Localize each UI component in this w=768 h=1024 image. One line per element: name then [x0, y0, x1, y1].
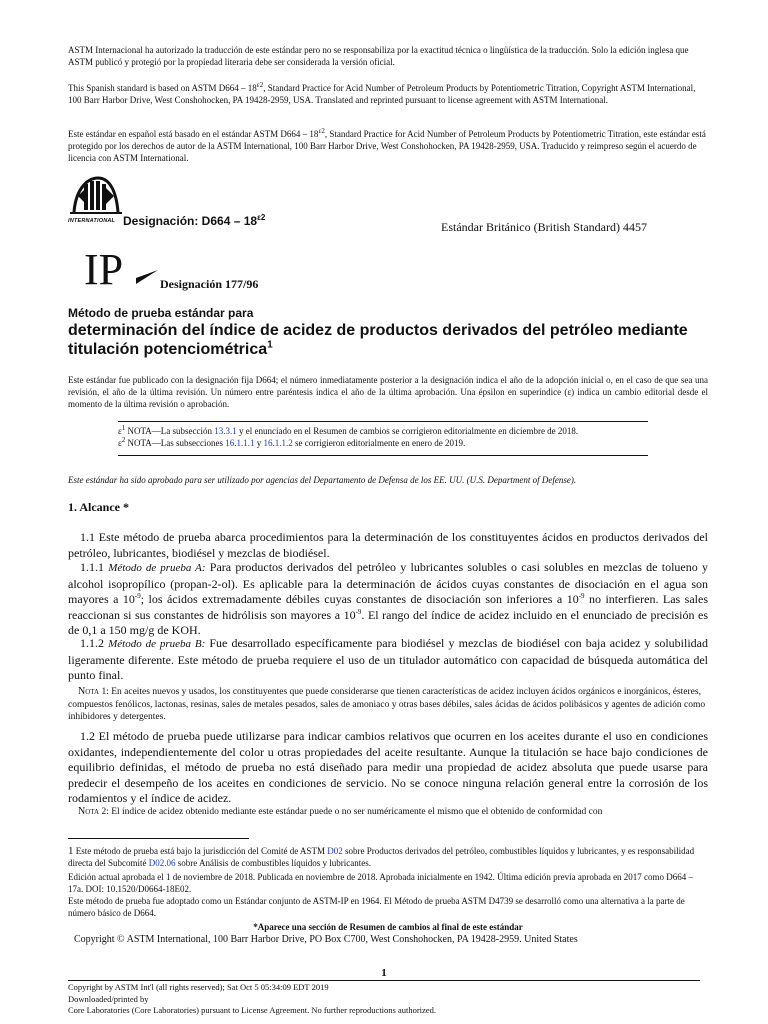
license-line-3: Core Laboratories (Core Laboratories) pursuant to License Agreement. No further reproductions authorized. [68, 1005, 436, 1015]
page-title: determinación del índice de acidez de productos derivados del petróleo mediante titulación potenciométrica$^1$ [68, 322, 688, 358]
paragraph-1-2: 1.2 El método de prueba puede utilizarse para indicar cambios relativos que ocurren en los aceites durante el uso en condiciones oxidantes, independientemente del color u otras propiedades del aceite resultante. Aunque la titulación se hace bajo condiciones de equilibrio definidas, el método de prueba no está diseñado para medir una propiedad de acidez absoluta que puede usarse para predecir el desempeño de los aceites en condiciones de servicio. No se conoce ninguna relación general entre la corrosión de los rodamientos y el índice de acidez. [68, 729, 708, 805]
epsilon-notes-box [118, 421, 648, 456]
note-2: Nota 2: El índice de acidez obtenido mediante este estándar puede o no ser numéricamente el mismo que el obtenido de conformidad con [78, 806, 603, 817]
license-line-1: Copyright by ASTM Int'l (all rights reserved); Sat Oct 5 05:34:09 EDT 2019 [68, 982, 329, 992]
copyright-line: Copyright © ASTM International, 100 Barr Harbor Drive, PO Box C700, West Conshohocken, PA 19428-2959. United States [74, 934, 578, 945]
intro-paragraph: Este estándar fue publicado con la designación fija D664; el número inmediatamente posterior a la designación indica el año de la adopción inicial o, en el caso de que sea una revisión, el año de la última revisión. Un número entre paréntesis indica el año de la última aprobación. Una épsilon en superíndice (ε) indica un cambio editorial desde el momento de la última revisión o aprobación. [68, 375, 708, 409]
footnote-edition: Edición actual aprobada el 1 de noviembre de 2018. Publicada en noviembre de 2018. Aprobada inicialmente en 1942. Última edición previa aprobada en 2017 como D664 – 17a. DOI: 10.1520/D0664-18E02. [68, 872, 694, 894]
paragraph-1-1-1: 1.1.1 Método de prueba A: Para productos derivados del petróleo y lubricantes solubles o casi solubles en mezclas de tolueno y alcohol isopropílico (propan-2-ol). Es aplicable para la determinación de ácidos cuyas constantes de disociación en el agua son mayores a $10^{-9}$; los ácidos extremadamente débiles cuyas constantes de disociación son inferiores a $10^{-9}$ no interfieren. Las sales reaccionan si sus constantes de hidrólisis son mayores a $10^{-9}$. El rango del índice de acidez incluido en el enunciado de precisión es de 0,1 a 150 mg/g de KOH. [68, 560, 708, 637]
footnote-adoption: Este método de prueba fue adoptado como un Estándar conjunto de ASTM-IP en 1964. El Método de prueba ASTM D4739 se desarrolló como una alternativa a la parte de número básico de D664. [68, 896, 685, 918]
ip-designation-label: Designación 177/96 [160, 277, 259, 291]
astm-logo-text: INTERNATIONAL [68, 218, 116, 224]
link-16-1-1-1[interactable]: 16.1.1.1 [225, 438, 255, 448]
bottom-divider [68, 980, 700, 981]
link-d02[interactable]: D02 [327, 846, 343, 856]
epsilon-note-2: $\varepsilon^2$ NOTA—Las subsecciones 16.1.1.1 y 16.1.1.2 se corrigieron editorialmente en enero de 2019. [118, 436, 466, 448]
translation-disclaimer: ASTM Internacional ha autorizado la traducción de este estándar pero no se responsabiliza por la exactitud técnica o lingüística de la traducción. Solo la edición inglesa que ASTM publicó y protegió por la propiedad literaria debe ser considerada la versión oficial. [68, 45, 689, 67]
designation-label: Designación: $D664 - 18^{\varepsilon 2}$ [123, 213, 266, 228]
section-heading-scope: 1. Alcance * [68, 500, 129, 514]
svg-text:IP: IP [84, 248, 124, 290]
british-standard-label: Estándar Británico (British Standard) 4457 [441, 220, 647, 234]
english-basis-notice: This Spanish standard is based on ASTM $D664 - 18^{\varepsilon 2}$, Standard Practice for Acid Number of Petroleum Products by Potentiometric Titration, Copyright ASTM International, 100 Barr Harbor Drive, West Conshohocken, PA 19428-2959, USA. Translated and reprinted pursuant to license agreement with ASTM International. [68, 81, 696, 105]
link-16-1-1-2[interactable]: 16.1.1.2 [263, 438, 293, 448]
spanish-basis-notice: Este estándar en español está basado en el estándar ASTM $D664 - 18^{\varepsilon 2}$, Standard Practice for Acid Number of Petroleum Products by Potentiometric Titration, este estándar está protegido por los derechos de autor de la ASTM International, 100 Barr Harbor Drive, West Conshohocken, PA 19428-2959, USA. Traducido y reimpreso según el acuerdo de licencia con ASTM International. [68, 127, 706, 163]
page-number: 1 [381, 967, 387, 979]
paragraph-1-1-2: 1.1.2 Método de prueba B: Fue desarrollado específicamente para biodiésel y mezclas de biodiésel con baja acidez y solubilidad ligeramente diferente. Este método de prueba requiere el uso de un titulador automático con capacidad de búsqueda automática del punto final. [68, 636, 708, 682]
summary-of-changes-notice: *Aparece una sección de Resumen de cambios al final de este estándar [253, 922, 523, 932]
footnote-1: 1 Este método de prueba está bajo la jurisdicción del Comité de ASTM D02 sobre Productos derivados del petróleo, combustibles líquidos y lubricantes, y es responsabilidad directa del Subcomité D02.06 sobre Análisis de combustibles líquidos y lubricantes. [68, 845, 695, 868]
license-line-2: Downloaded/printed by [68, 993, 149, 1004]
ip-logo [84, 248, 160, 290]
paragraph-1-1: 1.1 Este método de prueba abarca procedimientos para la determinación de los constituyentes ácidos en productos derivados del petróleo, lubricantes, biodiésel y mezclas de biodiésel. [68, 530, 708, 560]
astm-logo [68, 174, 124, 230]
footnote-divider [68, 838, 249, 839]
license-footer [68, 982, 708, 1017]
link-13-3-1[interactable]: 13.3.1 [214, 426, 237, 436]
dod-approval: Este estándar ha sido aprobado para ser utilizado por agencias del Departamento de Defensa de los EE. UU. (U.S. Department of Defense). [68, 475, 577, 485]
epsilon-note-1: $\varepsilon^1$ NOTA—La subsección 13.3.1 y el enunciado en el Resumen de cambios se corrigieron editorialmente en diciembre de 2018. [118, 424, 579, 436]
link-d02-06[interactable]: D02.06 [148, 858, 176, 868]
note-1: Nota 1: En aceites nuevos y usados, los constituyentes que puede considerarse que tienen características de acidez incluyen ácidos orgánicos e inorgánicos, ésteres, compuestos fenólicos, lactonas, resinas, sales de metales pesados, sales de amoniaco y otras bases débiles, sales ácidas de ácidos polibásicos y agentes de adición como inhibidores y detergentes. [68, 686, 706, 723]
title-prefix: Método de prueba estándar para [68, 306, 254, 320]
